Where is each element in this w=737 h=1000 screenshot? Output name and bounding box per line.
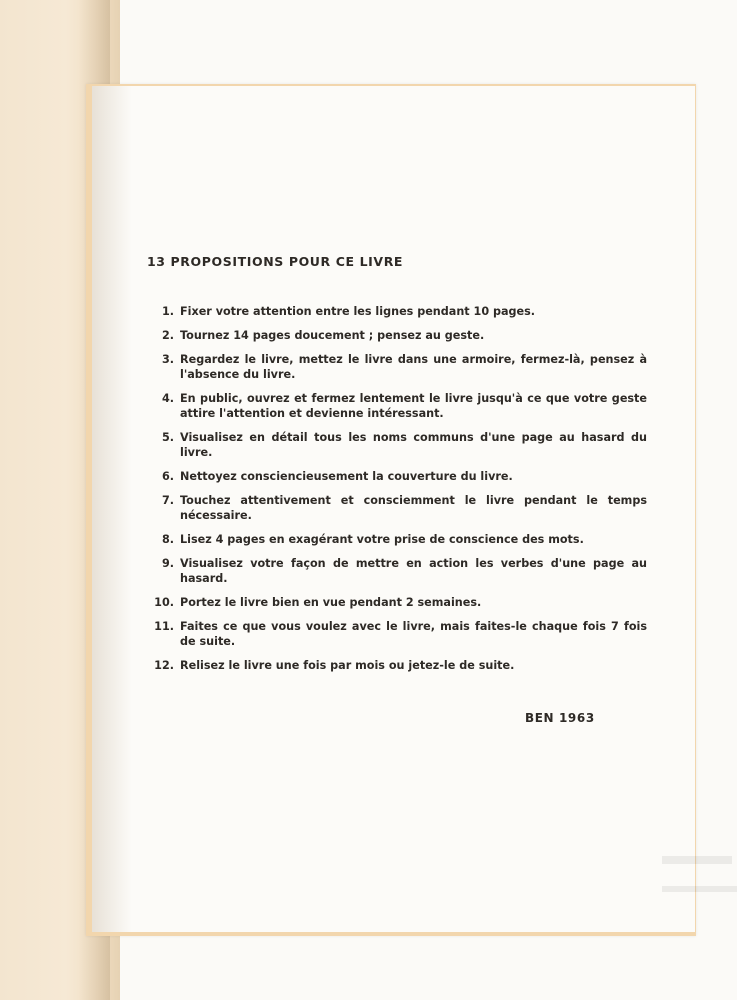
item-text: Nettoyez consciencieusement la couverture du livre. <box>180 470 513 483</box>
page-gutter-shadow <box>92 86 132 932</box>
show-through-mark <box>652 846 737 966</box>
list-item <box>147 619 647 649</box>
item-text: En public, ouvrez et fermez lentement le livre jusqu'à ce que votre geste attire l'attention et devienne intéressant. <box>180 392 647 420</box>
item-text: Touchez attentivement et consciemment le livre pendant le temps nécessaire. <box>180 494 647 522</box>
item-number: 4. <box>161 392 174 405</box>
list-item <box>147 328 647 343</box>
propositions-list <box>147 304 647 682</box>
list-item <box>147 532 647 547</box>
list-item <box>147 469 647 484</box>
item-text: Faites ce que vous voulez avec le livre, mais faites-le chaque fois 7 fois de suite. <box>180 620 647 648</box>
list-item <box>147 658 647 673</box>
item-text: Visualisez en détail tous les noms communs d'une page au hasard du livre. <box>180 431 647 459</box>
page-title: 13 PROPOSITIONS POUR CE LIVRE <box>147 254 404 269</box>
book-page <box>92 86 695 932</box>
item-number: 11. <box>154 620 174 633</box>
list-item <box>147 493 647 523</box>
list-item <box>147 391 647 421</box>
item-text: Visualisez votre façon de mettre en action les verbes d'une page au hasard. <box>180 557 647 585</box>
item-number: 6. <box>161 470 174 483</box>
item-number: 2. <box>161 329 174 342</box>
item-text: Lisez 4 pages en exagérant votre prise de conscience des mots. <box>180 533 584 546</box>
list-item <box>147 430 647 460</box>
list-item <box>147 352 647 382</box>
list-item <box>147 595 647 610</box>
item-text: Portez le livre bien en vue pendant 2 semaines. <box>180 596 482 609</box>
item-text: Fixer votre attention entre les lignes pendant 10 pages. <box>180 305 536 318</box>
item-number: 10. <box>154 596 174 609</box>
item-number: 7. <box>161 494 174 507</box>
item-number: 12. <box>154 659 174 672</box>
signature: BEN 1963 <box>525 711 595 725</box>
item-number: 1. <box>161 305 174 318</box>
list-item <box>147 304 647 319</box>
item-number: 9. <box>161 557 174 570</box>
item-text: Relisez le livre une fois par mois ou jetez-le de suite. <box>180 659 515 672</box>
item-text: Tournez 14 pages doucement ; pensez au geste. <box>180 329 485 342</box>
item-number: 5. <box>161 431 174 444</box>
list-item <box>147 556 647 586</box>
item-text: Regardez le livre, mettez le livre dans une armoire, fermez-là, pensez à l'absence du livre. <box>180 353 647 381</box>
item-number: 8. <box>161 533 174 546</box>
item-number: 3. <box>161 353 174 366</box>
